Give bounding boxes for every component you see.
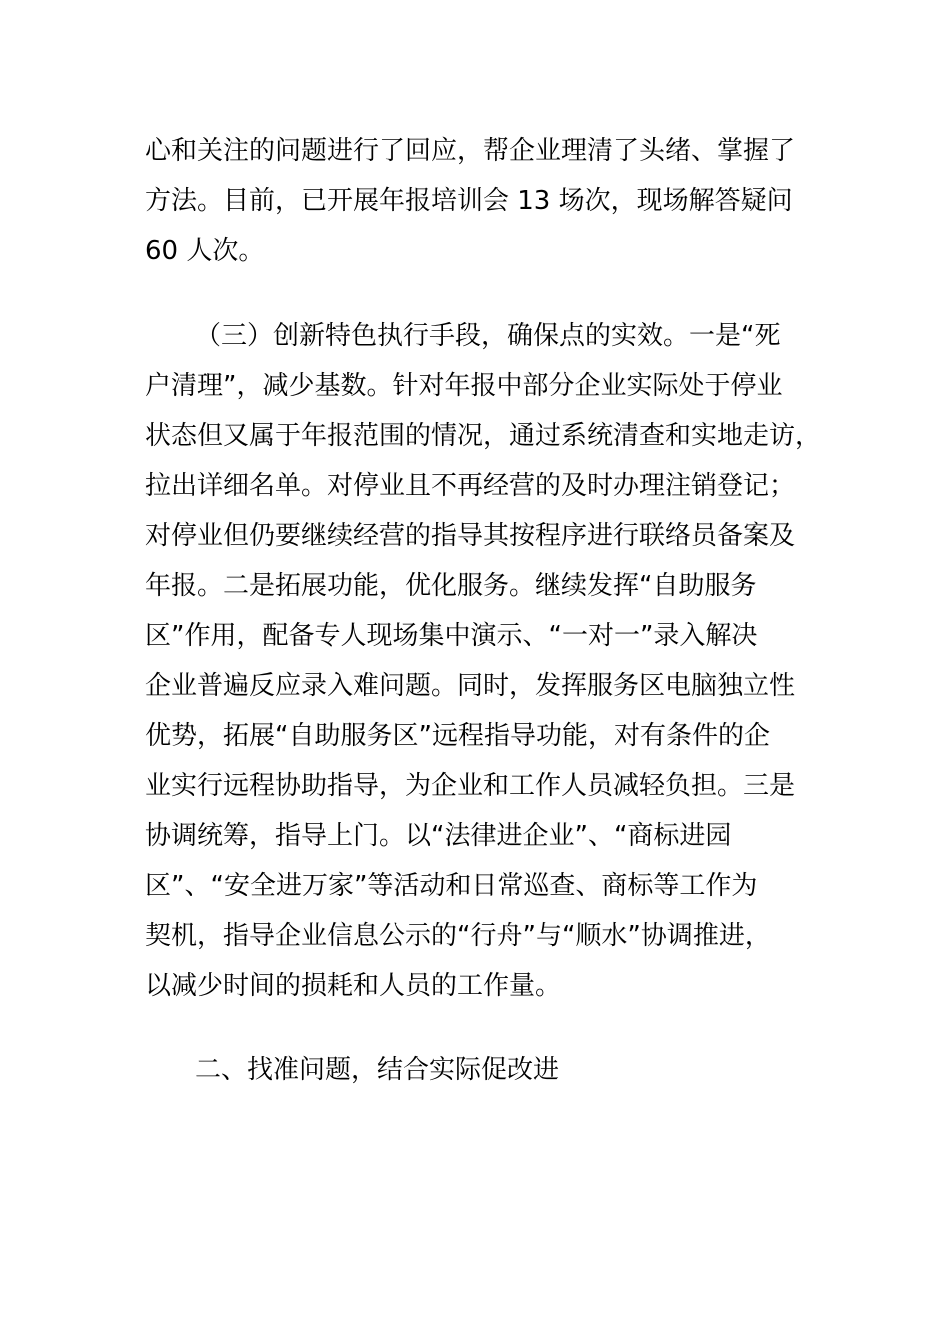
paragraph-line: 优势，拓展“自助服务区”远程指导功能，对有条件的企: [145, 721, 770, 751]
paragraph-line: 状态但又属于年报范围的情况，通过系统清查和实地走访，: [145, 421, 822, 451]
paragraph-line: 区”作用，配备专人现场集中演示、“一对一”录入解决: [145, 621, 758, 651]
paragraph-line: 协调统筹，指导上门。以“法律进企业”、“商标进园: [145, 821, 732, 851]
paragraph-line: 年报。二是拓展功能，优化服务。继续发挥“自助服务: [145, 571, 757, 601]
paragraph-line: 方法。目前，已开展年报培训会 13 场次，现场解答疑问: [145, 186, 793, 216]
paragraph-line: 以减少时间的损耗和人员的工作量。: [145, 971, 562, 1001]
paragraph-line: 对停业但仍要继续经营的指导其按程序进行联络员备案及: [145, 521, 796, 551]
paragraph-line: （三）创新特色执行手段，确保点的实效。一是“死: [195, 321, 781, 351]
paragraph-line: 区”、“安全进万家”等活动和日常巡查、商标等工作为: [145, 871, 758, 901]
paragraph-line: 企业普遍反应录入难问题。同时，发挥服务区电脑独立性: [145, 671, 796, 701]
paragraph-line: 契机，指导企业信息公示的“行舟”与“顺水”协调推进，: [145, 921, 771, 951]
paragraph-line: 60 人次。: [145, 236, 265, 266]
paragraph-line: 心和关注的问题进行了回应，帮企业理清了头绪、掌握了: [145, 136, 796, 166]
paragraph-line: 业实行远程协助指导，为企业和工作人员减轻负担。三是: [145, 771, 796, 801]
paragraph-line: 拉出详细名单。对停业且不再经营的及时办理注销登记；: [145, 471, 796, 501]
section-heading: 二、找准问题，结合实际促改进: [195, 1055, 560, 1085]
paragraph-line: 户清理”，减少基数。针对年报中部分企业实际处于停业: [145, 371, 783, 401]
